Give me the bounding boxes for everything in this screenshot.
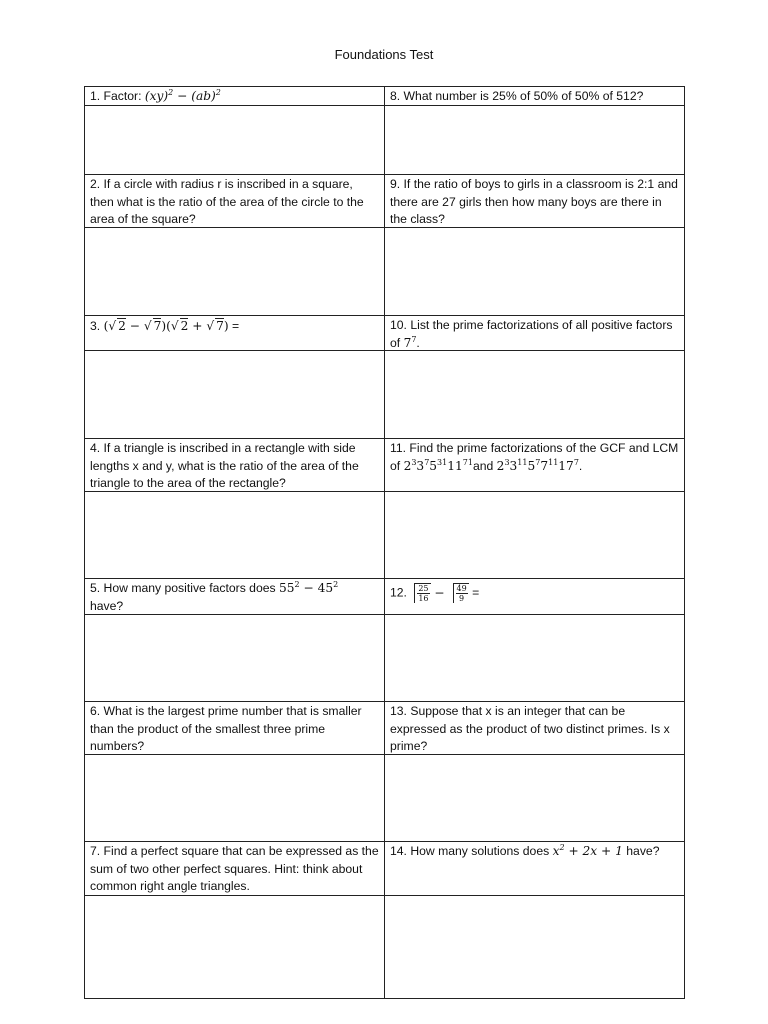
question-9: 9. If the ratio of boys to girls in a classroom is 2:1 and there are 27 girls then how many boys are there in the class? — [390, 177, 678, 226]
answer-area-1[interactable] — [85, 106, 384, 174]
question-6: 6. What is the largest prime number that is smaller than the product of the smallest three prime numbers? — [90, 704, 362, 753]
question-1-label: 1. Factor: — [90, 89, 145, 103]
question-5-label: 5. How many positive factors does — [90, 581, 279, 595]
answer-area-3[interactable] — [85, 351, 384, 438]
question-5-expression: $55^2 - 45^2$ — [279, 580, 339, 595]
question-3-tail: = — [228, 319, 240, 333]
answer-area-8[interactable] — [385, 106, 684, 174]
answer-area-14[interactable] — [385, 896, 684, 998]
question-11-label: 11. Find the prime factorizations of the GCF and LCM of — [390, 441, 679, 473]
question-14-label: 14. How many solutions does — [390, 844, 553, 858]
question-11 — [385, 439, 684, 475]
question-8: 8. What number is 25% of 50% of 50% of 512? — [390, 89, 644, 103]
question-5-tail: have? — [90, 598, 124, 613]
answer-area-4[interactable] — [85, 492, 384, 578]
question-10-label: 10. List the prime factorizations of all positive factors of — [390, 318, 673, 350]
question-10 — [385, 316, 684, 352]
question-12-expression: $\frac{25}{16}$ − $\frac{49}{9}$ — [410, 586, 468, 600]
answer-area-10[interactable] — [385, 351, 684, 438]
question-14-expression: $x^2 + 2x + 1$ — [552, 843, 623, 858]
question-12-label: 12. — [390, 585, 411, 600]
answer-area-12[interactable] — [385, 615, 684, 701]
question-1-expression: (xy)$^2$ − (ab)$^2$ — [144, 88, 221, 103]
question-3-expression: (√ 2 − √ 7)(√ 2 + √ 7) — [103, 319, 229, 333]
question-11-expression-b: $2^33^{11}5^77^{11}17^7$ — [496, 457, 579, 473]
question-5 — [85, 579, 384, 615]
question-10-expression: $7^7$ — [403, 334, 417, 350]
question-11-tail: . — [578, 458, 583, 473]
question-13: 13. Suppose that x is an integer that can be expressed as the product of two distinct primes. Is x prime? — [390, 704, 670, 753]
question-14 — [385, 842, 684, 861]
question-3 — [85, 316, 384, 336]
question-11-expression-a: $2^33^75^{31}11^{71}$ — [403, 457, 473, 473]
question-7: 7. Find a perfect square that can be expressed as the sum of two other perfect squares. Hint: think about common right angle triangles. — [90, 844, 379, 893]
answer-area-2[interactable] — [85, 228, 384, 315]
question-2: 2. If a circle with radius r is inscribed in a square, then what is the ratio of the area of the circle to the area of the square? — [90, 177, 364, 226]
answer-area-7[interactable] — [85, 896, 384, 998]
question-table — [84, 86, 685, 999]
answer-area-13[interactable] — [385, 755, 684, 841]
question-10-tail: . — [416, 335, 420, 350]
question-4: 4. If a triangle is inscribed in a rectangle with side lengths x and y, what is the ratio of the area of the triangle to the area of the rectangle? — [90, 441, 359, 490]
answer-area-6[interactable] — [85, 755, 384, 841]
question-1 — [85, 87, 384, 105]
question-14-tail: have? — [622, 844, 660, 858]
question-11-mid: and — [472, 458, 497, 473]
answer-area-11[interactable] — [385, 492, 684, 578]
question-12-tail: = — [468, 585, 480, 600]
page-title: Foundations Test — [334, 47, 434, 62]
question-3-label: 3. — [90, 319, 104, 333]
question-12 — [385, 582, 684, 603]
answer-area-9[interactable] — [385, 228, 684, 315]
answer-area-5[interactable] — [85, 615, 384, 701]
